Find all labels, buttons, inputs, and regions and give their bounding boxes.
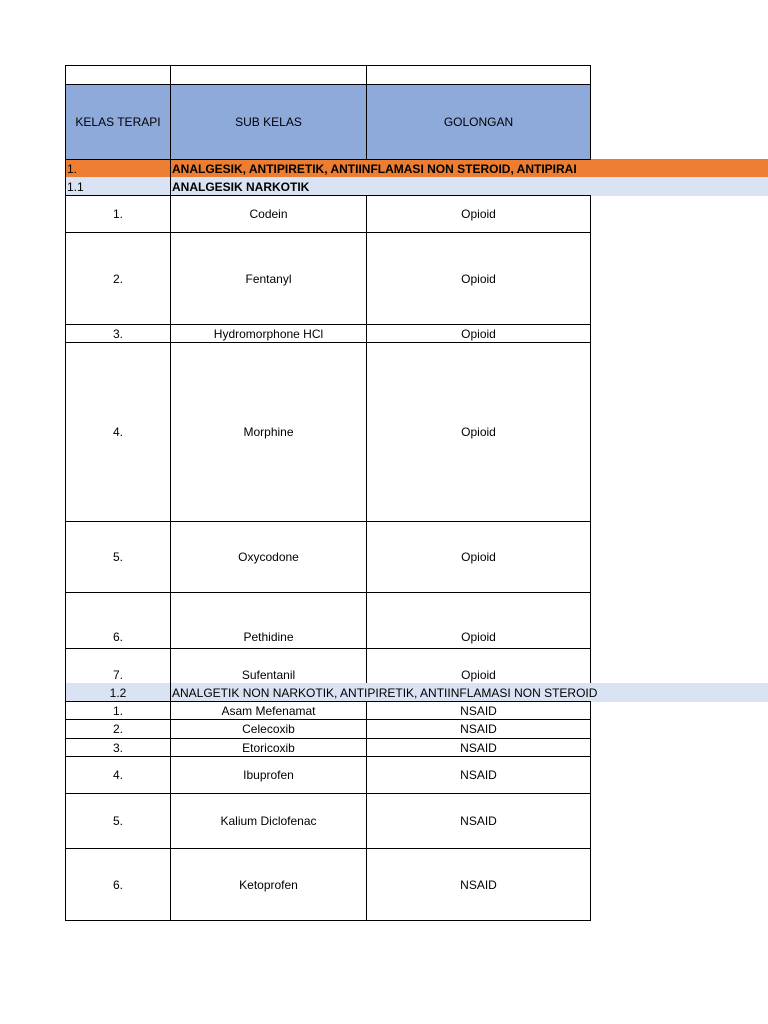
row-number[interactable]: 5. bbox=[65, 521, 171, 593]
empty-cell[interactable] bbox=[65, 65, 171, 85]
drug-group[interactable]: NSAID bbox=[366, 793, 591, 849]
row-number[interactable]: 3. bbox=[65, 324, 171, 343]
drug-group[interactable]: NSAID bbox=[366, 719, 591, 739]
subsection-number: 1.1 bbox=[67, 179, 84, 194]
table-row bbox=[0, 521, 768, 593]
drug-name[interactable]: Ketoprofen bbox=[170, 848, 367, 921]
header-golongan[interactable]: GOLONGAN bbox=[366, 84, 591, 160]
drug-name[interactable]: Morphine bbox=[170, 342, 367, 522]
divider bbox=[170, 177, 171, 196]
section-title: ANALGESIK, ANTIPIRETIK, ANTIINFLAMASI NON STEROID, ANTIPIRAI bbox=[172, 161, 577, 176]
row-number[interactable]: 1. bbox=[65, 701, 171, 720]
drug-group[interactable]: Opioid bbox=[366, 592, 591, 649]
drug-group[interactable]: Opioid bbox=[366, 195, 591, 233]
table-row bbox=[0, 719, 768, 739]
row-number[interactable]: 6. bbox=[65, 848, 171, 921]
table-row bbox=[0, 756, 768, 794]
subsection-row-1-1[interactable] bbox=[0, 177, 768, 196]
row-number[interactable]: 4. bbox=[65, 756, 171, 794]
row-number[interactable]: 2. bbox=[65, 719, 171, 739]
row-number[interactable]: 5. bbox=[65, 793, 171, 849]
drug-name[interactable]: Kalium Diclofenac bbox=[170, 793, 367, 849]
row-number[interactable]: 1. bbox=[65, 195, 171, 233]
drug-name[interactable]: Ibuprofen bbox=[170, 756, 367, 794]
subsection-title: ANALGETIK NON NARKOTIK, ANTIPIRETIK, ANTIINFLAMASI NON STEROID bbox=[172, 685, 598, 700]
subsection-title: ANALGESIK NARKOTIK bbox=[172, 179, 310, 194]
drug-name[interactable]: Sufentanil bbox=[170, 648, 367, 684]
header-kelas-terapi[interactable]: KELAS TERAPI bbox=[65, 84, 171, 160]
drug-group[interactable]: NSAID bbox=[366, 738, 591, 757]
drug-name[interactable]: Codein bbox=[170, 195, 367, 233]
empty-cell[interactable] bbox=[366, 65, 591, 85]
drug-group[interactable]: Opioid bbox=[366, 648, 591, 684]
empty-row bbox=[0, 65, 768, 85]
subsection-row-1-2[interactable] bbox=[0, 683, 768, 702]
table-row bbox=[0, 324, 768, 343]
row-number[interactable]: 7. bbox=[65, 648, 171, 684]
drug-name[interactable]: Pethidine bbox=[170, 592, 367, 649]
subsection-number: 1.2 bbox=[109, 685, 127, 700]
drug-group[interactable]: NSAID bbox=[366, 756, 591, 794]
table-row bbox=[0, 738, 768, 757]
row-number[interactable]: 6. bbox=[65, 592, 171, 649]
row-number[interactable]: 2. bbox=[65, 232, 171, 325]
row-number[interactable]: 3. bbox=[65, 738, 171, 757]
header-row bbox=[0, 84, 768, 160]
divider bbox=[170, 159, 171, 178]
drug-group[interactable]: Opioid bbox=[366, 324, 591, 343]
drug-name[interactable]: Etoricoxib bbox=[170, 738, 367, 757]
table-row bbox=[0, 195, 768, 233]
table-row bbox=[0, 232, 768, 325]
table-row bbox=[0, 592, 768, 649]
header-sub-kelas[interactable]: SUB KELAS bbox=[170, 84, 367, 160]
drug-name[interactable]: Fentanyl bbox=[170, 232, 367, 325]
drug-group[interactable]: Opioid bbox=[366, 521, 591, 593]
table-row bbox=[0, 793, 768, 849]
empty-cell[interactable] bbox=[170, 65, 367, 85]
divider bbox=[65, 177, 66, 196]
row-number[interactable]: 4. bbox=[65, 342, 171, 522]
drug-name[interactable]: Celecoxib bbox=[170, 719, 367, 739]
section-number: 1. bbox=[67, 161, 78, 176]
table-row bbox=[0, 848, 768, 921]
drug-name[interactable]: Asam Mefenamat bbox=[170, 701, 367, 720]
drug-group[interactable]: Opioid bbox=[366, 232, 591, 325]
drug-group[interactable]: NSAID bbox=[366, 848, 591, 921]
drug-group[interactable]: Opioid bbox=[366, 342, 591, 522]
drug-name[interactable]: Hydromorphone HCl bbox=[170, 324, 367, 343]
table-row bbox=[0, 701, 768, 720]
section-row-1[interactable] bbox=[0, 159, 768, 178]
drug-name[interactable]: Oxycodone bbox=[170, 521, 367, 593]
drug-group[interactable]: NSAID bbox=[366, 701, 591, 720]
table-row bbox=[0, 342, 768, 522]
table-row bbox=[0, 648, 768, 684]
divider bbox=[65, 159, 66, 178]
